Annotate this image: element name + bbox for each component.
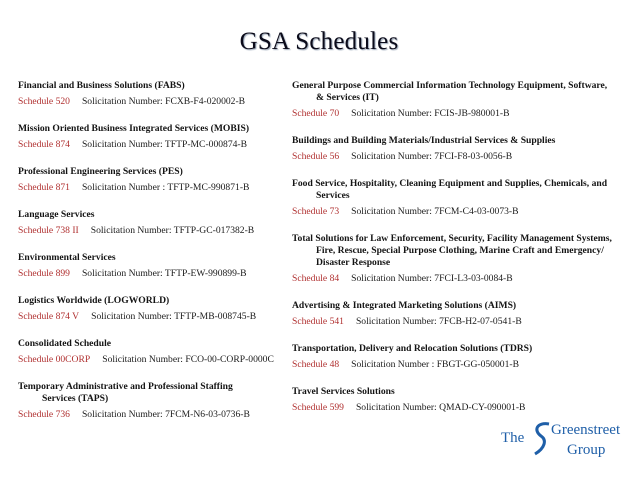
right-column — [292, 80, 622, 429]
schedule-number: Schedule 541 — [292, 316, 344, 327]
schedule-entry — [292, 178, 622, 218]
schedule-detail — [18, 182, 300, 194]
solicitation-number: Solicitation Number: FCIS-JB-980001-B — [351, 108, 510, 119]
page-title: GSA Schedules — [239, 28, 399, 55]
schedule-heading — [292, 300, 622, 312]
schedule-entry — [18, 381, 300, 421]
schedule-detail — [292, 402, 622, 414]
schedule-heading — [292, 178, 622, 202]
logo-word-greenstreet: Greenstreet — [551, 422, 621, 438]
schedule-number: Schedule 84 — [292, 273, 340, 284]
solicitation-number: Solicitation Number: FCO-00-CORP-0000C — [102, 354, 274, 365]
schedule-detail — [18, 139, 300, 151]
schedule-number: Schedule 871 — [18, 182, 70, 193]
schedule-number: Schedule 599 — [292, 402, 344, 413]
schedule-detail — [292, 108, 622, 120]
solicitation-number: Solicitation Number: 7FCM-N6-03-0736-B — [81, 409, 250, 420]
solicitation-number: Solicitation Number: 7FCI-F8-03-0056-B — [351, 151, 513, 162]
schedule-number: Schedule 874 — [18, 139, 70, 150]
schedule-heading-continuation: Fire, Rescue, Special Purpose Clothing, Marine Craft and Emergency/ Disaster Response — [316, 245, 604, 268]
solicitation-number: Solicitation Number: 7FCI-L3-03-0084-B — [351, 273, 513, 284]
schedule-detail — [292, 206, 622, 218]
schedule-heading-text: Food Service, Hospitality, Cleaning Equipment and Supplies, Chemicals, and — [292, 178, 608, 189]
schedule-heading — [18, 166, 300, 178]
schedule-heading-text: Financial and Business Solutions (FABS) — [18, 80, 185, 91]
schedule-detail — [292, 359, 622, 371]
schedule-detail — [18, 354, 300, 366]
schedule-entry — [18, 338, 300, 366]
schedule-heading — [18, 252, 300, 264]
schedule-heading-text: Environmental Services — [18, 252, 116, 263]
schedule-entry — [18, 123, 300, 151]
schedule-heading-text: Travel Services Solutions — [292, 386, 395, 397]
schedule-number: Schedule 70 — [292, 108, 340, 119]
schedule-detail — [292, 273, 622, 285]
schedule-detail — [18, 311, 300, 323]
schedule-detail — [292, 316, 622, 328]
schedule-entry — [18, 295, 300, 323]
logo-swoosh-icon — [531, 420, 553, 460]
solicitation-number: Solicitation Number : TFTP-MC-990871-B — [81, 182, 250, 193]
solicitation-number: Solicitation Number: FCXB-F4-020002-B — [81, 96, 246, 107]
schedule-detail — [18, 268, 300, 280]
schedule-heading — [18, 295, 300, 307]
schedule-number: Schedule 874 V — [18, 311, 80, 322]
schedule-heading — [18, 209, 300, 221]
schedule-entry — [292, 233, 622, 285]
solicitation-number: Solicitation Number: TFTP-MC-000874-B — [81, 139, 248, 150]
schedule-entry — [18, 209, 300, 237]
schedule-heading-text: Temporary Administrative and Professional Staffing — [18, 381, 233, 392]
solicitation-number: Solicitation Number: 7FCB-H2-07-0541-B — [355, 316, 522, 327]
schedule-entry — [292, 80, 622, 120]
schedule-heading — [292, 135, 622, 147]
schedule-entry — [292, 343, 622, 371]
schedule-heading — [18, 338, 300, 350]
solicitation-number: Solicitation Number: TFTP-MB-008745-B — [91, 311, 257, 322]
schedule-number: Schedule 738 II — [18, 225, 79, 236]
logo-word-the: The — [501, 430, 525, 446]
schedule-number: Schedule 520 — [18, 96, 70, 107]
schedule-heading-continuation: & Services (IT) — [316, 92, 379, 103]
solicitation-number: Solicitation Number: 7FCM-C4-03-0073-B — [351, 206, 519, 217]
schedule-heading — [18, 80, 300, 92]
left-column — [18, 80, 300, 436]
schedule-heading-continuation: Services (TAPS) — [42, 393, 109, 404]
schedule-heading-text: Mission Oriented Business Integrated Services (MOBIS) — [18, 123, 250, 134]
schedule-number: Schedule 899 — [18, 268, 70, 279]
schedule-number: Schedule 00CORP — [18, 354, 91, 365]
greenstreet-logo — [497, 418, 627, 466]
solicitation-number: Solicitation Number: TFTP-EW-990899-B — [81, 268, 247, 279]
schedule-number: Schedule 56 — [292, 151, 340, 162]
solicitation-number: Solicitation Number : FBGT-GG-050001-B — [351, 359, 519, 370]
schedule-heading — [292, 233, 622, 269]
schedule-heading-text: Total Solutions for Law Enforcement, Security, Facility Management Systems, — [292, 233, 612, 244]
schedule-number: Schedule 73 — [292, 206, 340, 217]
schedule-heading — [18, 123, 300, 135]
schedule-heading-text: General Purpose Commercial Information Technology Equipment, Software, — [292, 80, 608, 91]
schedule-heading — [292, 343, 622, 355]
schedule-detail — [18, 409, 300, 421]
schedule-heading-text: Logistics Worldwide (LOGWORLD) — [18, 295, 170, 306]
schedule-number: Schedule 736 — [18, 409, 70, 420]
schedule-heading-text: Consolidated Schedule — [18, 338, 112, 349]
schedule-heading-text: Language Services — [18, 209, 95, 220]
schedule-entry — [292, 135, 622, 163]
logo-word-group: Group — [567, 442, 606, 458]
schedule-entry — [292, 300, 622, 328]
schedule-entry — [18, 252, 300, 280]
schedule-detail — [18, 96, 300, 108]
schedule-number: Schedule 48 — [292, 359, 340, 370]
schedule-heading-text: Advertising & Integrated Marketing Solutions (AIMS) — [292, 300, 517, 311]
schedule-heading — [292, 80, 622, 104]
schedule-entry — [18, 166, 300, 194]
schedule-heading-text: Buildings and Building Materials/Industrial Services & Supplies — [292, 135, 556, 146]
schedule-entry — [292, 386, 622, 414]
solicitation-number: Solicitation Number: TFTP-GC-017382-B — [90, 225, 255, 236]
schedule-heading-text: Professional Engineering Services (PES) — [18, 166, 183, 177]
schedule-detail — [18, 225, 300, 237]
schedule-entry — [18, 80, 300, 108]
schedule-heading-continuation: Services — [316, 190, 350, 201]
solicitation-number: Solicitation Number: QMAD-CY-090001-B — [355, 402, 526, 413]
schedule-heading — [18, 381, 300, 405]
schedule-heading-text: Transportation, Delivery and Relocation Solutions (TDRS) — [292, 343, 533, 354]
schedule-detail — [292, 151, 622, 163]
schedule-heading — [292, 386, 622, 398]
